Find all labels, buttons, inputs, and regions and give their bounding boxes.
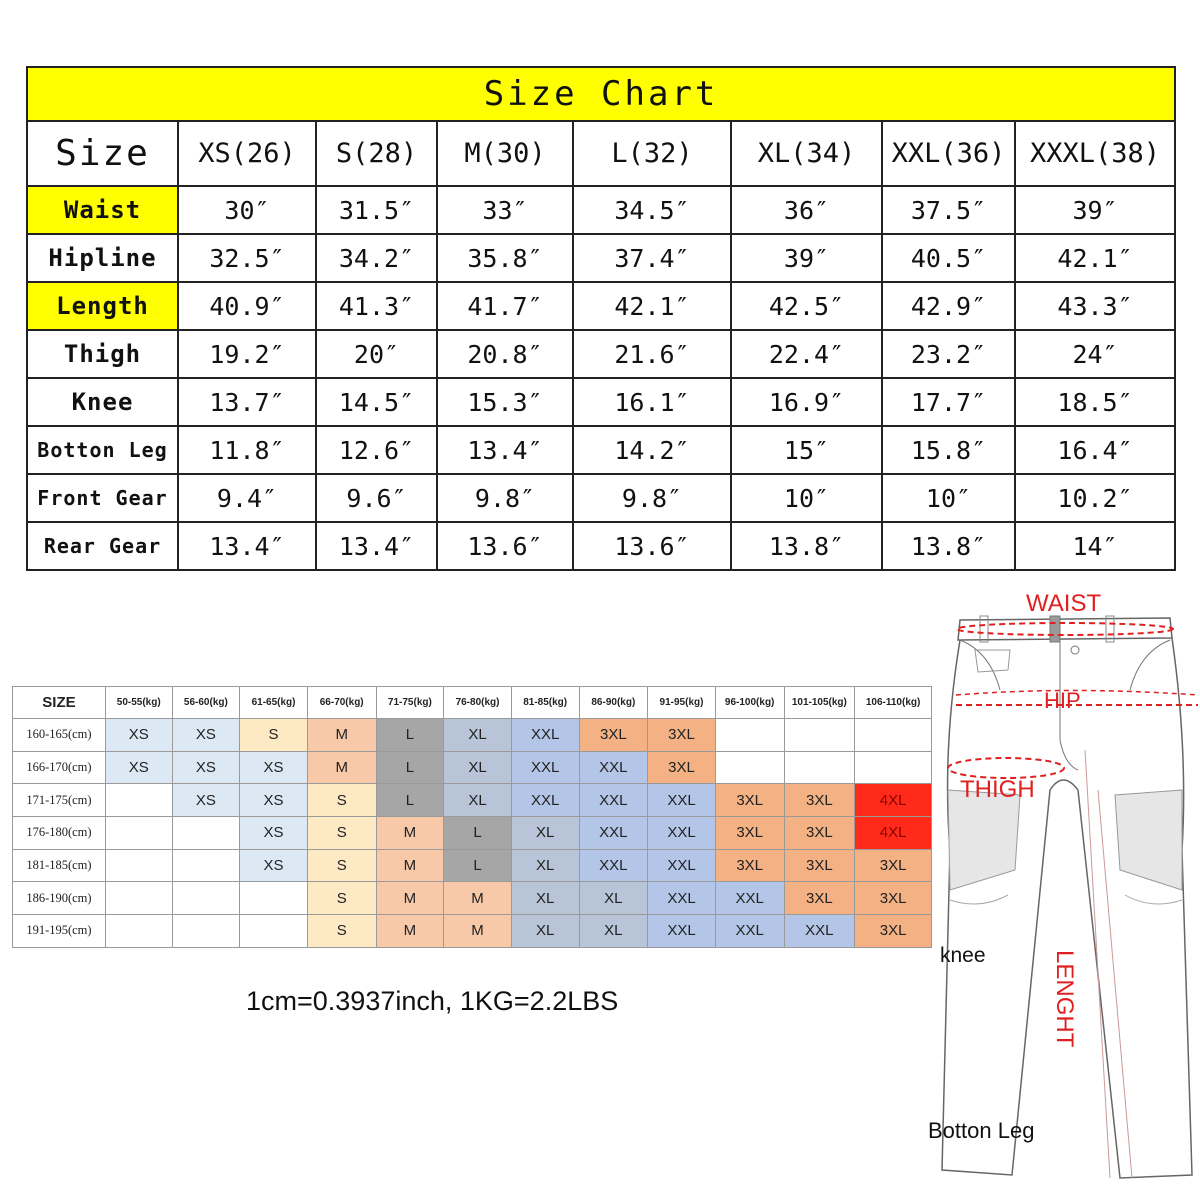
size-column-header: M(30) xyxy=(437,121,573,186)
measurement-label: Waist xyxy=(27,186,178,234)
height-row xyxy=(13,784,932,817)
size-cell: M xyxy=(376,817,444,850)
size-cell: M xyxy=(376,882,444,915)
measurement-value: 12.6″ xyxy=(316,426,437,474)
size-cell xyxy=(105,784,172,817)
measurement-value: 40.9″ xyxy=(178,282,316,330)
size-cell: 3XL xyxy=(784,849,855,882)
size-cell: XXL xyxy=(648,817,716,850)
measurement-value: 14.2″ xyxy=(573,426,731,474)
size-cell: XXL xyxy=(648,915,716,948)
measurement-value: 18.5″ xyxy=(1015,378,1175,426)
size-cell: XXL xyxy=(784,915,855,948)
size-cell: S xyxy=(307,817,376,850)
size-cell: 3XL xyxy=(855,849,932,882)
size-cell: XXL xyxy=(648,784,716,817)
size-cell: XL xyxy=(579,915,648,948)
measurement-value: 40.5″ xyxy=(882,234,1015,282)
measurement-label: Rear Gear xyxy=(27,522,178,570)
measurement-value: 15.3″ xyxy=(437,378,573,426)
size-cell xyxy=(105,849,172,882)
size-column-header: XS(26) xyxy=(178,121,316,186)
size-column-header: XXXL(38) xyxy=(1015,121,1175,186)
size-cell xyxy=(240,882,308,915)
measurement-row xyxy=(27,186,1175,234)
height-row xyxy=(13,719,932,752)
measurement-label: Hipline xyxy=(27,234,178,282)
height-row-label: 171-175(cm) xyxy=(13,784,106,817)
size-cell xyxy=(172,849,240,882)
measurement-value: 39″ xyxy=(731,234,882,282)
size-cell: XS xyxy=(240,817,308,850)
jeans-measurement-diagram xyxy=(920,590,1200,1200)
weight-column-header: 106-110(kg) xyxy=(855,687,932,719)
size-cell: XXL xyxy=(511,784,579,817)
measurement-row xyxy=(27,330,1175,378)
measurement-value: 43.3″ xyxy=(1015,282,1175,330)
weight-column-header: 56-60(kg) xyxy=(172,687,240,719)
size-cell: XS xyxy=(172,784,240,817)
size-cell: XXL xyxy=(579,784,648,817)
size-cell: XL xyxy=(511,849,579,882)
measurement-row xyxy=(27,426,1175,474)
size-cell: 3XL xyxy=(715,849,784,882)
size-cell: XS xyxy=(240,751,308,784)
measurement-value: 13.8″ xyxy=(731,522,882,570)
measurement-value: 34.2″ xyxy=(316,234,437,282)
weight-column-header: 71-75(kg) xyxy=(376,687,444,719)
size-cell: L xyxy=(376,751,444,784)
height-row xyxy=(13,817,932,850)
size-cell: XXL xyxy=(579,849,648,882)
size-cell: XXL xyxy=(648,882,716,915)
size-cell: L xyxy=(444,817,512,850)
measurement-value: 14.5″ xyxy=(316,378,437,426)
size-cell: 3XL xyxy=(784,882,855,915)
height-row-label: 186-190(cm) xyxy=(13,882,106,915)
measurement-value: 16.9″ xyxy=(731,378,882,426)
height-row xyxy=(13,849,932,882)
weight-column-header: 81-85(kg) xyxy=(511,687,579,719)
size-cell: XS xyxy=(172,751,240,784)
measurement-value: 13.4″ xyxy=(437,426,573,474)
size-chart-title: Size Chart xyxy=(27,67,1175,121)
size-cell: XS xyxy=(105,719,172,752)
jeans-outline xyxy=(920,590,1200,1200)
measurement-value: 37.4″ xyxy=(573,234,731,282)
size-cell: XL xyxy=(444,751,512,784)
size-cell: 3XL xyxy=(579,719,648,752)
weight-column-header: 96-100(kg) xyxy=(715,687,784,719)
weight-column-header: 50-55(kg) xyxy=(105,687,172,719)
size-cell: 3XL xyxy=(715,817,784,850)
size-cell: S xyxy=(307,882,376,915)
weight-column-header: 61-65(kg) xyxy=(240,687,308,719)
measurement-value: 20″ xyxy=(316,330,437,378)
measurement-label: Front Gear xyxy=(27,474,178,522)
size-cell: XL xyxy=(511,817,579,850)
size-cell xyxy=(715,719,784,752)
size-cell: XS xyxy=(240,784,308,817)
measurement-label: Thigh xyxy=(27,330,178,378)
measurement-value: 39″ xyxy=(1015,186,1175,234)
measurement-value: 19.2″ xyxy=(178,330,316,378)
size-cell: XS xyxy=(240,849,308,882)
size-cell: M xyxy=(376,915,444,948)
measurement-value: 20.8″ xyxy=(437,330,573,378)
measurement-value: 9.8″ xyxy=(573,474,731,522)
size-cell: XXL xyxy=(648,849,716,882)
measurement-value: 32.5″ xyxy=(178,234,316,282)
size-cell: M xyxy=(376,849,444,882)
size-cell: XL xyxy=(511,915,579,948)
measurement-value: 31.5″ xyxy=(316,186,437,234)
size-cell xyxy=(172,915,240,948)
measurement-label: Length xyxy=(27,282,178,330)
wh-corner-label: SIZE xyxy=(13,687,106,719)
measurement-row xyxy=(27,378,1175,426)
size-cell: XS xyxy=(172,719,240,752)
size-cell: XXL xyxy=(511,719,579,752)
size-cell xyxy=(240,915,308,948)
size-cell xyxy=(784,719,855,752)
weight-height-size-table xyxy=(12,686,932,948)
measurement-value: 9.8″ xyxy=(437,474,573,522)
size-column-header: XL(34) xyxy=(731,121,882,186)
size-cell xyxy=(172,882,240,915)
size-cell: XXL xyxy=(715,915,784,948)
measurement-value: 10″ xyxy=(731,474,882,522)
size-cell: L xyxy=(444,849,512,882)
measurement-value: 14″ xyxy=(1015,522,1175,570)
size-cell: XXL xyxy=(511,751,579,784)
height-row xyxy=(13,915,932,948)
measurement-row xyxy=(27,282,1175,330)
size-column-header: S(28) xyxy=(316,121,437,186)
measurement-value: 13.4″ xyxy=(178,522,316,570)
knee-label: knee xyxy=(940,944,986,967)
measurement-value: 16.1″ xyxy=(573,378,731,426)
height-row xyxy=(13,751,932,784)
size-cell: 3XL xyxy=(648,719,716,752)
size-cell: 4XL xyxy=(855,817,932,850)
size-cell: XL xyxy=(444,719,512,752)
size-cell: 3XL xyxy=(855,882,932,915)
measurement-value: 9.6″ xyxy=(316,474,437,522)
measurement-value: 36″ xyxy=(731,186,882,234)
size-cell: XXL xyxy=(579,817,648,850)
measurement-value: 11.8″ xyxy=(178,426,316,474)
height-row-label: 176-180(cm) xyxy=(13,817,106,850)
unit-conversion-note: 1cm=0.3937inch, 1KG=2.2LBS xyxy=(246,986,619,1016)
size-chart-table xyxy=(26,66,1176,571)
measurement-value: 42.1″ xyxy=(1015,234,1175,282)
size-cell: XXL xyxy=(715,882,784,915)
size-cell: M xyxy=(307,719,376,752)
size-cell: M xyxy=(444,882,512,915)
measurement-value: 23.2″ xyxy=(882,330,1015,378)
size-header-label: Size xyxy=(27,121,178,186)
measurement-value: 16.4″ xyxy=(1015,426,1175,474)
size-cell xyxy=(105,882,172,915)
size-cell: S xyxy=(307,915,376,948)
measurement-value: 42.9″ xyxy=(882,282,1015,330)
weight-column-header: 76-80(kg) xyxy=(444,687,512,719)
size-cell: 3XL xyxy=(715,784,784,817)
measurement-value: 33″ xyxy=(437,186,573,234)
measurement-label: Botton Leg xyxy=(27,426,178,474)
measurement-row xyxy=(27,522,1175,570)
weight-column-header: 86-90(kg) xyxy=(579,687,648,719)
size-cell: XL xyxy=(511,882,579,915)
thigh-label: THIGH xyxy=(960,776,1035,803)
measurement-value: 21.6″ xyxy=(573,330,731,378)
hip-label: HIP xyxy=(1044,688,1081,713)
measurement-value: 41.3″ xyxy=(316,282,437,330)
size-cell xyxy=(715,751,784,784)
size-cell: XS xyxy=(105,751,172,784)
size-cell: 3XL xyxy=(648,751,716,784)
size-cell xyxy=(172,817,240,850)
height-row-label: 191-195(cm) xyxy=(13,915,106,948)
height-row-label: 160-165(cm) xyxy=(13,719,106,752)
measurement-value: 41.7″ xyxy=(437,282,573,330)
size-cell: M xyxy=(444,915,512,948)
size-cell: XXL xyxy=(579,751,648,784)
weight-column-header: 101-105(kg) xyxy=(784,687,855,719)
measurement-value: 13.7″ xyxy=(178,378,316,426)
measurement-row xyxy=(27,474,1175,522)
measurement-value: 15.8″ xyxy=(882,426,1015,474)
size-column-header: XXL(36) xyxy=(882,121,1015,186)
size-cell: S xyxy=(307,784,376,817)
measurement-value: 13.8″ xyxy=(882,522,1015,570)
size-cell: S xyxy=(240,719,308,752)
weight-column-header: 66-70(kg) xyxy=(307,687,376,719)
size-cell: 3XL xyxy=(784,784,855,817)
measurement-value: 13.6″ xyxy=(437,522,573,570)
size-cell xyxy=(105,817,172,850)
measurement-row xyxy=(27,234,1175,282)
measurement-value: 35.8″ xyxy=(437,234,573,282)
size-cell: L xyxy=(376,784,444,817)
size-cell: 3XL xyxy=(855,915,932,948)
measurement-value: 13.6″ xyxy=(573,522,731,570)
measurement-value: 24″ xyxy=(1015,330,1175,378)
measurement-value: 15″ xyxy=(731,426,882,474)
height-row xyxy=(13,882,932,915)
measurement-value: 10″ xyxy=(882,474,1015,522)
measurement-value: 42.5″ xyxy=(731,282,882,330)
bottom-leg-label: Botton Leg xyxy=(928,1118,1035,1143)
waist-label: WAIST xyxy=(1026,590,1102,617)
size-cell: M xyxy=(307,751,376,784)
measurement-value: 34.5″ xyxy=(573,186,731,234)
measurement-label: Knee xyxy=(27,378,178,426)
length-label: LENGHT xyxy=(1051,950,1078,1048)
size-cell: XL xyxy=(444,784,512,817)
size-cell xyxy=(105,915,172,948)
measurement-value: 37.5″ xyxy=(882,186,1015,234)
size-cell xyxy=(784,751,855,784)
measurement-value: 9.4″ xyxy=(178,474,316,522)
measurement-value: 22.4″ xyxy=(731,330,882,378)
size-cell: 3XL xyxy=(784,817,855,850)
measurement-value: 10.2″ xyxy=(1015,474,1175,522)
measurement-value: 30″ xyxy=(178,186,316,234)
measurement-value: 42.1″ xyxy=(573,282,731,330)
height-row-label: 166-170(cm) xyxy=(13,751,106,784)
height-row-label: 181-185(cm) xyxy=(13,849,106,882)
size-column-header: L(32) xyxy=(573,121,731,186)
measurement-value: 17.7″ xyxy=(882,378,1015,426)
measurement-value: 13.4″ xyxy=(316,522,437,570)
size-cell: XL xyxy=(579,882,648,915)
weight-column-header: 91-95(kg) xyxy=(648,687,716,719)
size-cell: S xyxy=(307,849,376,882)
size-cell: 4XL xyxy=(855,784,932,817)
size-cell: L xyxy=(376,719,444,752)
